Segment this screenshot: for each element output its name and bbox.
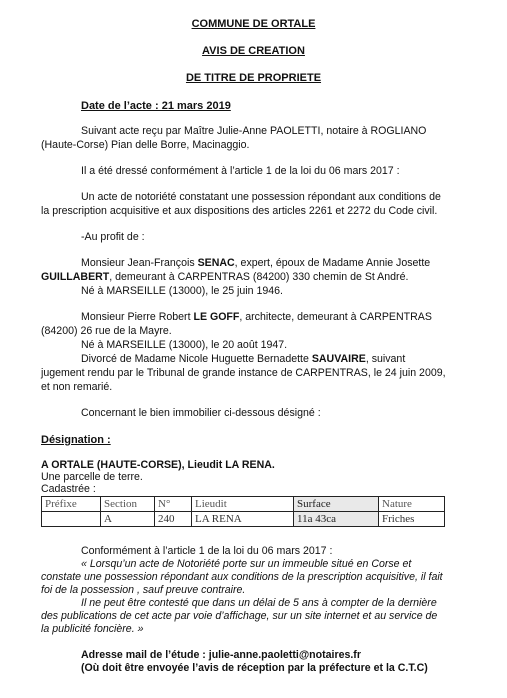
divorce-post: , suivant: [365, 353, 406, 365]
para1-line2: (Haute-Corse) Pian delle Borre, Macinaggio.: [41, 139, 250, 151]
quote-line4: Il ne peut être contesté que dans un délai de 5 ans à compter de la dernière: [81, 597, 437, 609]
person2-line4: [81, 353, 405, 366]
person1-address: , demeurant à CARPENTRAS (84200) 330 chemin de St André.: [109, 271, 409, 283]
quote-line1: « Lorsqu’un acte de Notoriété porte sur un immeuble situé en Corse et: [81, 558, 412, 570]
person1-desc: , expert, époux de Madame Annie Josette: [234, 257, 431, 269]
quote-line5: des publications de cet acte par voie d’affichage, sur un site internet et au service de: [41, 610, 438, 622]
para1-line1: Suivant acte reçu par Maître Julie-Anne PAOLETTI, notaire à ROGLIANO: [81, 125, 427, 137]
person2-desc: , architecte, demeurant à CARPENTRAS: [239, 311, 432, 323]
table-row: [42, 512, 445, 527]
person1-birth: Né à MARSEILLE (13000), le 25 juin 1946.: [81, 285, 283, 297]
person1-surname: SENAC: [197, 257, 235, 269]
person1-line1: [81, 257, 430, 270]
au-profit: -Au profit de :: [81, 231, 145, 243]
person1-line2: [41, 271, 408, 284]
cell-section: A: [101, 512, 155, 527]
header-nature: Nature: [379, 497, 445, 512]
header-lieudit: Lieudit: [192, 497, 294, 512]
cell-surface: 11a 43ca: [294, 512, 379, 527]
divorce-intro: Divorcé de Madame Nicole Huguette Bernadette: [81, 353, 312, 365]
person2-line5: jugement rendu par le Tribunal de grande instance de CARPENTRAS, le 24 juin 2009,: [41, 367, 446, 379]
ex-spouse-surname: SAUVAIRE: [311, 353, 366, 365]
cell-lieudit: LA RENA: [192, 512, 294, 527]
email-line: Adresse mail de l’étude : julie-anne.paoletti@notaires.fr: [81, 649, 361, 661]
person2-line1: [81, 311, 432, 324]
conformement: Conformément à l’article 1 de la loi du 06 mars 2017 :: [81, 545, 333, 557]
quote-line3: foi de la possession , sauf preuve contraire.: [41, 584, 246, 596]
header-surface: Surface: [294, 497, 379, 512]
designation-parcel: Une parcelle de terre.: [41, 471, 143, 483]
designation-heading: Désignation :: [41, 434, 111, 446]
header-numero: N°: [155, 497, 192, 512]
spouse-surname: GUILLABERT: [41, 271, 110, 283]
avis-title: AVIS DE CREATION: [202, 45, 305, 57]
cadastre-table: [41, 496, 445, 527]
person2-line2: (84200) 26 rue de la Mayre.: [41, 325, 172, 337]
concernant: Concernant le bien immobilier ci-dessous désigné :: [81, 407, 321, 419]
person2-intro: Monsieur Pierre Robert: [81, 311, 194, 323]
table-header-row: [42, 497, 445, 512]
designation-location: A ORTALE (HAUTE-CORSE), Lieudit LA RENA.: [41, 459, 275, 471]
person1-intro: Monsieur Jean-François: [81, 257, 198, 269]
person2-birth: Né à MARSEILLE (13000), le 20 août 1947.: [81, 339, 288, 351]
header-section: Section: [101, 497, 155, 512]
para3-line1: Un acte de notoriété constatant une possession répondant aux conditions de: [81, 191, 441, 203]
person2-line6: et non remarié.: [41, 381, 113, 393]
person2-surname: LE GOFF: [193, 311, 240, 323]
designation-cadastree: Cadastrée :: [41, 483, 96, 495]
quote-line6: la publicité foncière. »: [41, 623, 144, 635]
header-prefixe: Préfixe: [42, 497, 101, 512]
commune-title: COMMUNE DE ORTALE: [191, 18, 316, 30]
cell-nature: Friches: [379, 512, 445, 527]
cell-prefixe: [42, 512, 101, 527]
quote-line2: constate une possession répondant aux conditions de la prescription acquisitive, il fait: [41, 571, 443, 583]
cell-numero: 240: [155, 512, 192, 527]
date-acte: Date de l’acte : 21 mars 2019: [81, 100, 231, 112]
reception-note: (Où doit être envoyée l’avis de réception par la préfecture et la C.T.C): [81, 662, 428, 674]
para3-line2: la prescription acquisitive et aux dispositions des articles 2261 et 2272 du Code civil.: [41, 205, 438, 217]
para2: Il a été dressé conformément à l’article 1 de la loi du 06 mars 2017 :: [81, 165, 400, 177]
titre-title: DE TITRE DE PROPRIETE: [185, 72, 322, 84]
